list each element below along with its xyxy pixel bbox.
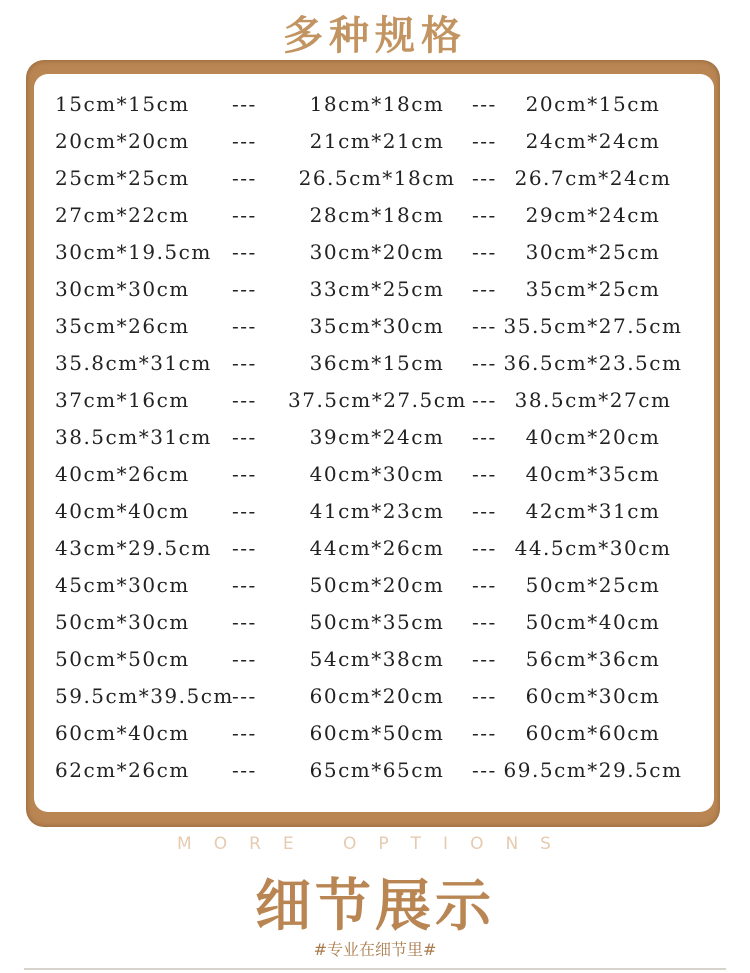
spec-row [0,681,750,711]
spec-separator: --- [472,425,497,449]
spec-size: 60cm*50cm [309,721,445,745]
spec-row [0,274,750,304]
spec-size: 35cm*25cm [525,277,661,301]
spec-size: 38.5cm*27cm [514,388,672,412]
spec-separator: --- [472,647,497,671]
spec-size: 33cm*25cm [309,277,445,301]
spec-size: 50cm*50cm [55,647,190,671]
spec-size: 59.5cm*39.5cm [55,684,234,708]
spec-size: 40cm*20cm [525,425,661,449]
spec-size: 41cm*23cm [309,499,445,523]
more-options-label: MORE OPTIONS [177,834,573,854]
spec-separator: --- [472,314,497,338]
spec-size: 15cm*15cm [55,92,190,116]
spec-separator: --- [232,240,257,264]
spec-separator: --- [232,536,257,560]
spec-size: 62cm*26cm [55,758,190,782]
spec-separator: --- [472,610,497,634]
spec-row [0,237,750,267]
spec-size: 35cm*30cm [309,314,445,338]
spec-separator: --- [472,684,497,708]
spec-separator: --- [232,203,257,227]
spec-separator: --- [472,388,497,412]
spec-separator: --- [472,92,497,116]
spec-size: 20cm*20cm [55,129,190,153]
spec-size: 37.5cm*27.5cm [288,388,467,412]
spec-separator: --- [472,499,497,523]
spec-size: 35.8cm*31cm [55,351,212,375]
spec-size: 28cm*18cm [309,203,445,227]
spec-size: 26.7cm*24cm [514,166,672,190]
details-title: 细节展示 [255,874,495,939]
spec-size: 44cm*26cm [309,536,445,560]
spec-size: 30cm*19.5cm [55,240,212,264]
spec-row [0,385,750,415]
spec-separator: --- [472,129,497,153]
spec-size: 60cm*20cm [309,684,445,708]
spec-size: 50cm*40cm [525,610,661,634]
divider [24,968,726,970]
spec-size: 18cm*18cm [309,92,445,116]
spec-row [0,311,750,341]
spec-separator: --- [472,573,497,597]
spec-size: 24cm*24cm [525,129,661,153]
spec-separator: --- [472,351,497,375]
spec-size: 30cm*25cm [525,240,661,264]
spec-size: 50cm*30cm [55,610,190,634]
spec-size: 40cm*26cm [55,462,190,486]
spec-row [0,607,750,637]
spec-separator: --- [472,203,497,227]
spec-separator: --- [472,462,497,486]
spec-row [0,126,750,156]
spec-separator: --- [232,388,257,412]
spec-size: 42cm*31cm [525,499,661,523]
spec-size: 50cm*20cm [309,573,445,597]
spec-row [0,348,750,378]
spec-size: 44.5cm*30cm [514,536,672,560]
page-title: 多种规格 [283,13,467,59]
spec-size: 60cm*60cm [525,721,661,745]
spec-size: 26.5cm*18cm [298,166,456,190]
spec-size: 35.5cm*27.5cm [503,314,683,338]
spec-row [0,89,750,119]
spec-separator: --- [232,462,257,486]
spec-separator: --- [472,536,497,560]
spec-separator: --- [232,166,257,190]
spec-size: 29cm*24cm [525,203,661,227]
spec-size: 56cm*36cm [525,647,661,671]
spec-size: 27cm*22cm [55,203,190,227]
spec-size: 60cm*30cm [525,684,661,708]
spec-row [0,718,750,748]
spec-size: 30cm*20cm [309,240,445,264]
spec-separator: --- [472,721,497,745]
spec-size: 25cm*25cm [55,166,190,190]
spec-row [0,496,750,526]
spec-row [0,570,750,600]
spec-separator: --- [232,277,257,301]
spec-size: 30cm*30cm [55,277,190,301]
spec-size: 36.5cm*23.5cm [503,351,683,375]
spec-size: 65cm*65cm [309,758,445,782]
spec-size: 43cm*29.5cm [55,536,212,560]
spec-separator: --- [232,758,257,782]
spec-size: 35cm*26cm [55,314,190,338]
spec-size: 45cm*30cm [55,573,190,597]
spec-size: 38.5cm*31cm [55,425,212,449]
spec-separator: --- [232,684,257,708]
spec-size: 50cm*35cm [309,610,445,634]
spec-row [0,200,750,230]
spec-separator: --- [232,129,257,153]
spec-size: 37cm*16cm [55,388,190,412]
spec-separator: --- [232,92,257,116]
spec-separator: --- [232,610,257,634]
details-tagline: #专业在细节里# [313,940,437,959]
spec-separator: --- [472,277,497,301]
spec-separator: --- [232,721,257,745]
spec-separator: --- [472,166,497,190]
spec-separator: --- [232,314,257,338]
spec-size: 60cm*40cm [55,721,190,745]
spec-size: 36cm*15cm [309,351,445,375]
spec-separator: --- [232,499,257,523]
spec-size: 40cm*40cm [55,499,190,523]
spec-size: 39cm*24cm [309,425,445,449]
spec-size: 54cm*38cm [309,647,445,671]
spec-separator: --- [472,240,497,264]
spec-separator: --- [232,351,257,375]
spec-size: 40cm*30cm [309,462,445,486]
spec-row [0,163,750,193]
spec-separator: --- [232,647,257,671]
spec-size: 20cm*15cm [525,92,661,116]
spec-separator: --- [232,573,257,597]
spec-size: 21cm*21cm [309,129,445,153]
spec-separator: --- [472,758,497,782]
spec-row [0,422,750,452]
spec-separator: --- [232,425,257,449]
spec-row [0,755,750,785]
spec-size: 40cm*35cm [525,462,661,486]
spec-size: 69.5cm*29.5cm [503,758,683,782]
spec-size: 50cm*25cm [525,573,661,597]
spec-row [0,459,750,489]
spec-row [0,533,750,563]
spec-row [0,644,750,674]
